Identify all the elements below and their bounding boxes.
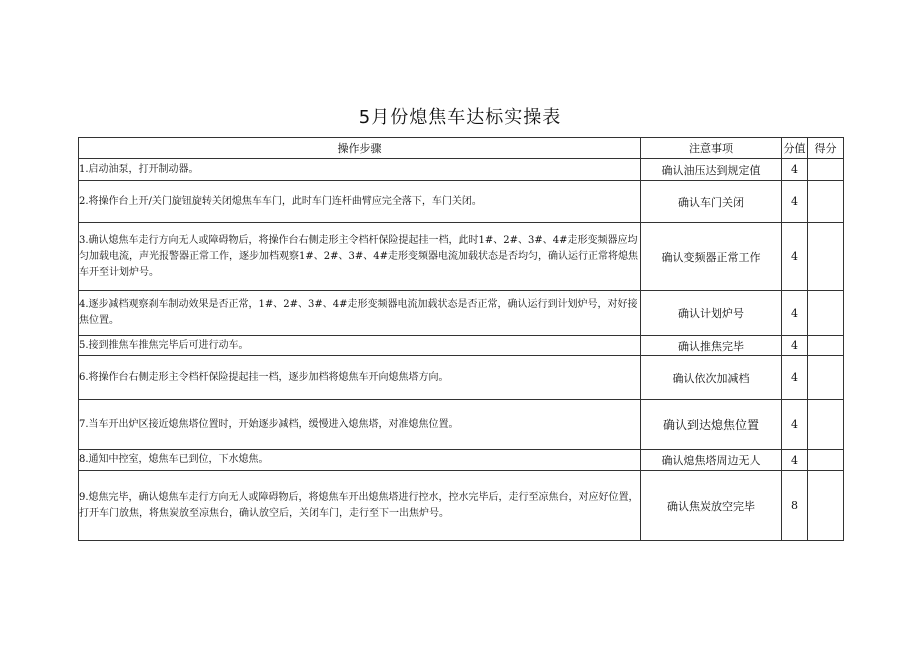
note-cell: 确认依次加减档	[641, 356, 782, 400]
score-cell: 4	[782, 356, 808, 400]
score-cell: 4	[782, 400, 808, 450]
step-cell: 2.将操作台上开/关门旋钮旋转关闭熄焦车车门，此时车门连杆曲臂应完全落下，车门关闭。	[79, 181, 641, 223]
note-cell: 确认计划炉号	[641, 291, 782, 336]
header-step: 操作步骤	[79, 138, 641, 159]
step-cell: 7.当车开出炉区接近熄焦塔位置时，开始逐步减档，缓慢进入熄焦塔，对准熄焦位置。	[79, 400, 641, 450]
score-cell: 4	[782, 336, 808, 356]
note-cell: 确认到达熄焦位置	[641, 400, 782, 450]
note-cell: 确认变频器正常工作	[641, 223, 782, 291]
table-row	[79, 181, 844, 223]
score-cell: 4	[782, 181, 808, 223]
step-cell: 1.启动油泵，打开制动器。	[79, 159, 641, 181]
table-row	[79, 223, 844, 291]
header-note: 注意事项	[641, 138, 782, 159]
step-cell: 5.接到推焦车推焦完毕后可进行动车。	[79, 336, 641, 356]
page-title: 5月份熄焦车达标实操表	[358, 107, 562, 128]
score-cell: 4	[782, 450, 808, 471]
score-cell: 4	[782, 291, 808, 336]
note-cell: 确认焦炭放空完毕	[641, 471, 782, 541]
score-cell: 4	[782, 159, 808, 181]
step-cell: 8.通知中控室，熄焦车已到位，下水熄焦。	[79, 450, 641, 471]
table-row	[79, 450, 844, 471]
score-cell: 4	[782, 223, 808, 291]
step-cell: 3.确认熄焦车走行方向无人或障碍物后，将操作台右侧走形主令档杆保险提起挂一档，此时1#、2#、3#、4#走形变频器应均匀加载电流，声光报警器正常工作，逐步加档观察1#、2#、3#、4#走形变频器电流加载状态是否均匀，确认运行正常将熄焦车开至计划炉号。	[79, 223, 641, 291]
got-cell	[808, 159, 844, 181]
note-cell: 确认车门关闭	[641, 181, 782, 223]
table-row	[79, 356, 844, 400]
note-cell: 确认熄焦塔周边无人	[641, 450, 782, 471]
table-row	[79, 471, 844, 541]
got-cell	[808, 400, 844, 450]
step-cell: 9.熄焦完毕，确认熄焦车走行方向无人或障碍物后，将熄焦车开出熄焦塔进行控水，控水完毕后，走行至凉焦台，对应好位置，打开车门放焦，将焦炭放至凉焦台，确认放空后，关闭车门，走行至下一出焦炉号。	[79, 471, 641, 541]
step-cell: 6.将操作台右侧走形主令档杆保险提起挂一档，逐步加档将熄焦车开向熄焦塔方向。	[79, 356, 641, 400]
got-cell	[808, 471, 844, 541]
got-cell	[808, 181, 844, 223]
note-cell: 确认推焦完毕	[641, 336, 782, 356]
got-cell	[808, 223, 844, 291]
got-cell	[808, 450, 844, 471]
table-row	[79, 336, 844, 356]
header-got: 得分	[808, 138, 844, 159]
table-header-row	[79, 138, 844, 159]
got-cell	[808, 336, 844, 356]
table-row	[79, 159, 844, 181]
score-cell: 8	[782, 471, 808, 541]
step-cell: 4.逐步减档观察刹车制动效果是否正常，1#、2#、3#、4#走形变频器电流加载状态是否正常，确认运行到计划炉号，对好接焦位置。	[79, 291, 641, 336]
header-score: 分值	[782, 138, 808, 159]
note-cell: 确认油压达到规定值	[641, 159, 782, 181]
table-row	[79, 291, 844, 336]
got-cell	[808, 291, 844, 336]
got-cell	[808, 356, 844, 400]
table-row	[79, 400, 844, 450]
operation-table	[78, 137, 844, 541]
